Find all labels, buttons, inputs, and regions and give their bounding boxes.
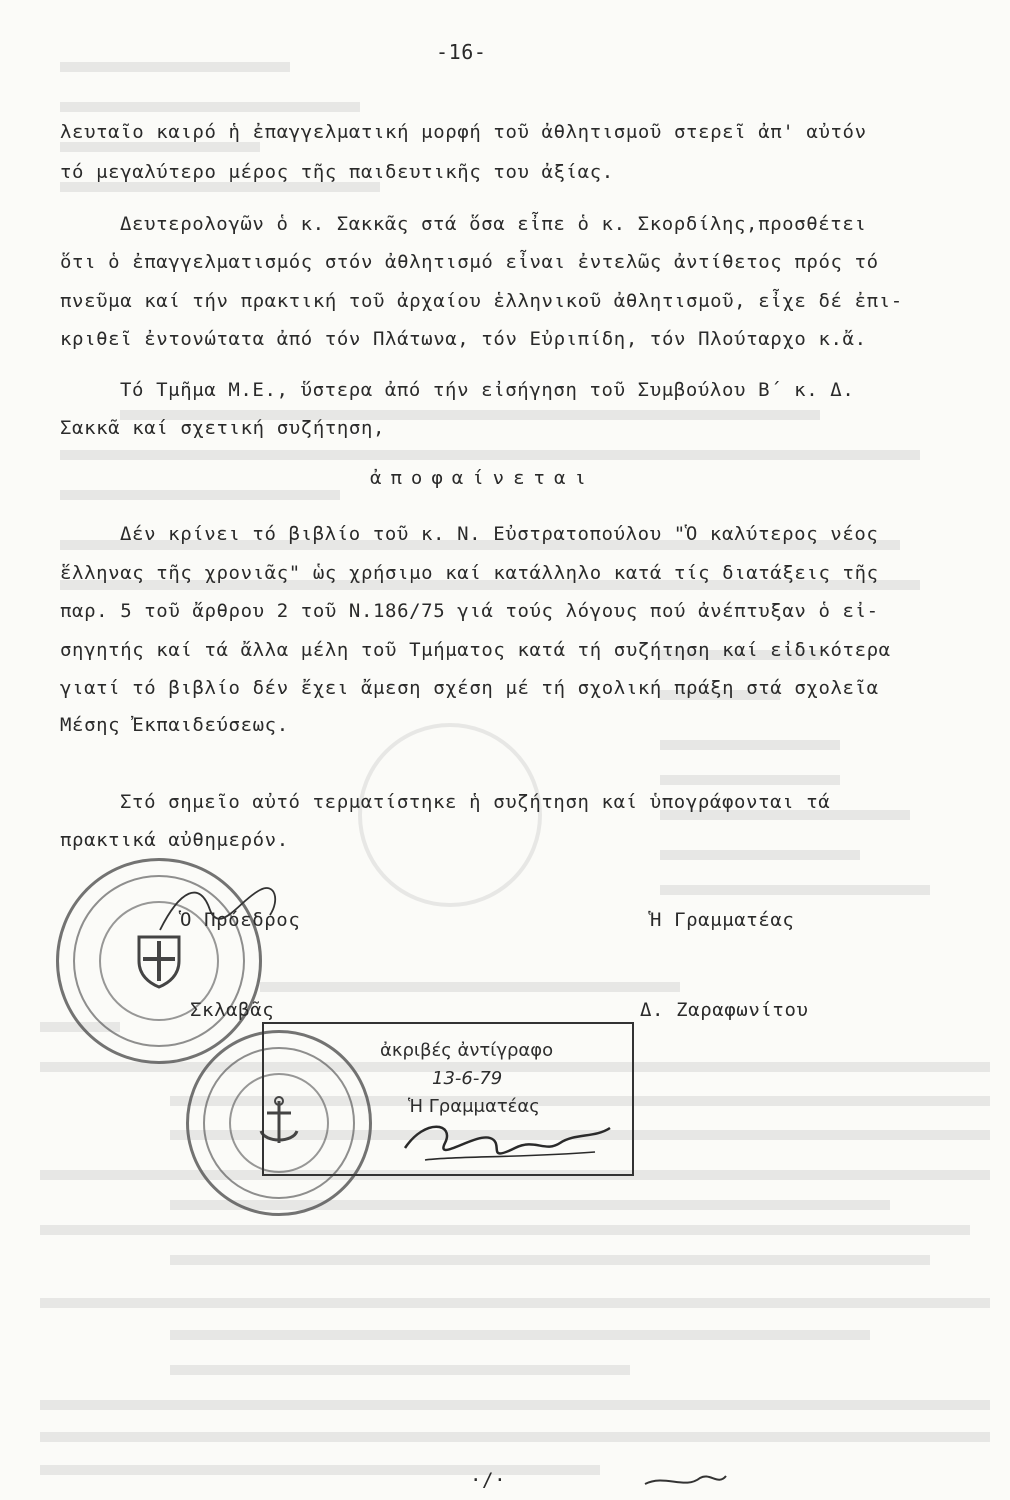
stamp-secretary-label: Ἡ Γραμματέας xyxy=(408,1096,540,1117)
body-line: Σακκᾶ καί σχετική συζήτηση, xyxy=(60,417,386,439)
decision-heading: ἀποφαίνεται xyxy=(370,467,595,489)
secretary-title: Ἡ Γραμματέας xyxy=(650,909,795,931)
body-line: Δευτερολογῶν ὁ κ. Σακκᾶς στά ὅσα εἶπε ὁ κ. Σκορδίλης,προσθέτει xyxy=(120,213,867,235)
page-number: -16- xyxy=(436,40,487,64)
body-line: σηγητής καί τά ἄλλα μέλη τοῦ Τμήματος κατά τή συζήτηση καί εἰδικότερα xyxy=(60,639,891,661)
body-line: Δέν κρίνει τό βιβλίο τοῦ κ. Ν. Εὐστρατοπούλου "Ὁ καλύτερος νέος xyxy=(120,523,879,545)
chair-signature xyxy=(150,860,290,960)
handwritten-signature xyxy=(395,1108,625,1178)
body-line: λευταῖο καιρό ἡ ἐπαγγελματική μορφή τοῦ ἀθλητισμοῦ στερεῖ ἀπ' αὐτόν xyxy=(60,121,867,143)
stamp-certified-copy-text: ἀκριβές ἀντίγραφο xyxy=(380,1040,554,1061)
body-line: πρακτικά αὐθημερόν. xyxy=(60,829,289,851)
body-line: γιατί τό βιβλίο δέν ἔχει ἄμεση σχέση μέ τή σχολική πράξη στά σχολεῖα xyxy=(60,677,879,699)
body-line: ἕλληνας τῆς χρονιᾶς" ὡς χρήσιμο καί κατάλληλο κατά τίς διατάξεις τῆς xyxy=(60,562,879,584)
chair-name: Σκλαβᾶς xyxy=(190,999,275,1021)
chair-title: Ὁ Πρόεδρος xyxy=(180,909,301,931)
initials-scribble xyxy=(640,1468,730,1494)
body-line: παρ. 5 τοῦ ἄρθρου 2 τοῦ Ν.186/75 γιά τούς λόγους πού ἀνέπτυξαν ὁ εἰ- xyxy=(60,600,879,622)
body-line: Μέσης Ἐκπαιδεύσεως. xyxy=(60,714,289,736)
body-line: πνεῦμα καί τήν πρακτική τοῦ ἀρχαίου ἑλληνικοῦ ἀθλητισμοῦ, εἶχε δέ ἐπι- xyxy=(60,290,903,312)
body-line: ὅτι ὁ ἐπαγγελματισμός στόν ἀθλητισμό εἶναι ἐντελῶς ἀντίθετος πρός τό xyxy=(60,251,879,273)
stamp-date-handwritten: 13-6-79 xyxy=(432,1068,503,1089)
continuation-mark: ·/· xyxy=(470,1469,507,1491)
body-line: Στό σημεῖο αὐτό τερματίστηκε ἡ συζήτηση καί ὑπογράφονται τά xyxy=(120,791,831,813)
body-line: κριθεῖ ἐντονώτατα ἀπό τόν Πλάτωνα, τόν Εὐριπίδη, τόν Πλούταρχο κ.ἄ. xyxy=(60,328,867,350)
secretary-name: Δ. Ζαραφωνίτου xyxy=(640,999,809,1021)
body-line: τό μεγαλύτερο μέρος τῆς παιδευτικῆς του ἀξίας. xyxy=(60,161,614,183)
body-line: Τό Τμῆμα Μ.Ε., ὕστερα ἀπό τήν εἰσήγηση τοῦ Συμβούλου Β΄ κ. Δ. xyxy=(120,379,855,401)
